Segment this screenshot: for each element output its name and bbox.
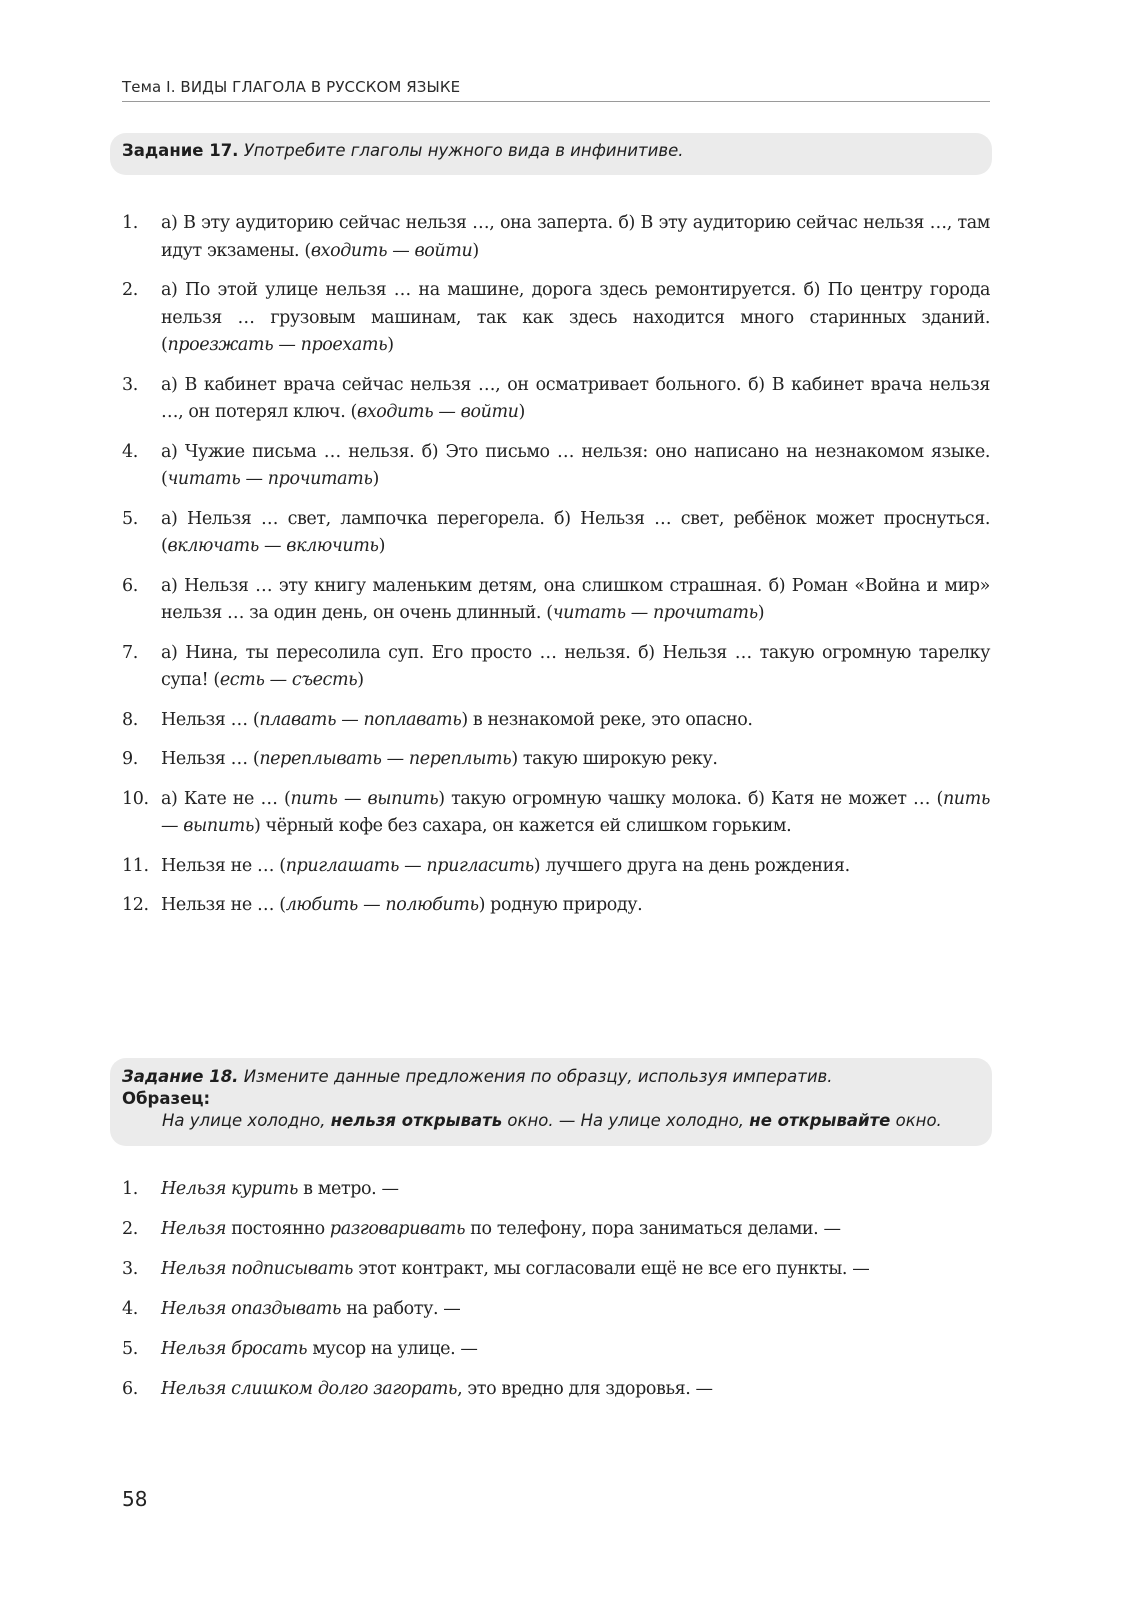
task-17-header <box>110 133 992 175</box>
exercise-number: 5. <box>122 1339 138 1359</box>
exercise-item <box>122 707 990 735</box>
text-segment: а) Нельзя … эту книгу маленьким детям, она слишком страшная. б) Роман «Война и мир» нельзя … за один день, он очень длинный. ( <box>161 575 990 623</box>
text-segment: а) Чужие письма … нельзя. б) Это письмо … нельзя: оно написано на незнакомом языке. ( <box>161 441 990 489</box>
exercise-number: 11. <box>122 855 149 876</box>
text-segment: ) <box>372 469 379 489</box>
verb-pair: Нельзя опаздывать <box>161 1299 342 1319</box>
text-segment: а) Нина, ты пересолила суп. Его просто … нельзя. б) Нельзя … такую огромную тарелку супа! ( <box>161 642 990 690</box>
text-segment: этот контракт, мы согласовали ещё не все его пункты. — <box>353 1259 870 1279</box>
exercise-number: 4. <box>122 1299 138 1319</box>
text-segment: Нельзя … ( <box>161 749 260 769</box>
text-segment: окно. <box>890 1111 942 1130</box>
exercise-item <box>122 439 990 494</box>
text-segment: а) Кате не … ( <box>161 788 291 809</box>
exercise-number: 12. <box>122 895 149 915</box>
exercise-number: 3. <box>122 1259 138 1279</box>
text-segment: Нельзя не … ( <box>161 855 286 876</box>
text-segment: на работу. — <box>341 1299 461 1319</box>
exercise-item <box>122 210 990 265</box>
text-segment: ) <box>472 240 479 261</box>
task-18-title-line <box>122 1066 980 1088</box>
exercise-item <box>122 372 990 427</box>
verb-pair: переплывать — переплыть <box>259 749 512 769</box>
text-segment: Нельзя … ( <box>161 709 260 730</box>
exercise-item <box>122 573 990 628</box>
text-segment: ) родную природу. <box>478 895 643 915</box>
exercise-number: 2. <box>122 1219 138 1239</box>
exercise-item <box>122 1296 990 1324</box>
text-segment: а) В эту аудиторию сейчас нельзя …, она заперта. б) В эту аудиторию сейчас нельзя …, там идут экзамены. ( <box>161 213 990 261</box>
verb-pair: есть — съесть <box>219 670 358 690</box>
verb-pair: читать — прочитать <box>552 603 758 623</box>
text-segment: На улице холодно, <box>162 1111 331 1130</box>
verb-pair: любить — полюбить <box>285 895 479 915</box>
exercise-item <box>122 1376 990 1404</box>
text-segment: ) чёрный кофе без сахара, он кажется ей слишком горьким. <box>253 816 792 836</box>
exercise-number: 7. <box>122 642 138 663</box>
exercise-number: 9. <box>122 749 138 769</box>
text-segment: ) <box>357 670 364 690</box>
text-segment: а) В кабинет врача сейчас нельзя …, он осматривает больного. б) В кабинет врача нельзя …, он потерял ключ. ( <box>161 374 990 422</box>
task-17-exercise-list <box>122 210 990 932</box>
text-segment: ) <box>518 402 525 422</box>
sample-label: Образец: <box>122 1089 211 1108</box>
exercise-number: 1. <box>122 1179 138 1199</box>
verb-pair: приглашать — пригласить <box>285 855 534 876</box>
text-segment: ) <box>757 603 765 623</box>
verb-pair: включать — включить <box>167 536 379 556</box>
text-segment: Нельзя не … ( <box>161 895 286 915</box>
verb-pair: плавать — поплавать <box>259 709 462 730</box>
exercise-number: 8. <box>122 709 138 730</box>
exercise-number: 3. <box>122 374 138 395</box>
exercise-item <box>122 786 990 841</box>
exercise-item <box>122 1176 990 1204</box>
verb-pair: пить — выпить <box>161 788 991 836</box>
text-segment: , это вредно для здоровья. — <box>457 1379 713 1399</box>
text-segment: ) <box>378 536 385 556</box>
text-segment: ) в незнакомой реке, это опасно. <box>461 709 753 730</box>
text-segment: окно. — На улице холодно, <box>502 1111 750 1130</box>
text-segment: по телефону, пора заниматься делами. — <box>465 1219 841 1239</box>
verb-pair: Нельзя <box>161 1219 227 1239</box>
exercise-number: 1. <box>122 213 138 233</box>
verb-pair: читать — прочитать <box>167 469 373 489</box>
page-number: 58 <box>122 1487 148 1511</box>
verb-pair: Нельзя подписывать <box>161 1259 354 1279</box>
emphasized-phrase: нельзя открывать <box>330 1111 503 1130</box>
exercise-item <box>122 746 990 774</box>
running-head: Тема I. ВИДЫ ГЛАГОЛА В РУССКОМ ЯЗЫКЕ <box>122 78 990 102</box>
exercise-item <box>122 1216 990 1244</box>
exercise-item <box>122 1256 990 1284</box>
text-segment: постоянно <box>226 1219 330 1239</box>
exercise-number: 6. <box>122 575 138 596</box>
verb-pair: пить — выпить <box>290 788 439 809</box>
task-18-label: Задание 18. <box>122 1067 239 1086</box>
task-17-instruction: Употребите глаголы нужного вида в инфинитиве. <box>243 141 684 160</box>
exercise-number: 4. <box>122 441 138 462</box>
verb-pair: Нельзя слишком долго загорать <box>161 1379 458 1399</box>
text-segment: ) такую огромную чашку молока. б) Катя не может … ( <box>438 788 943 809</box>
text-segment: ) <box>387 335 394 355</box>
verb-pair: проезжать — проехать <box>167 335 388 355</box>
verb-pair: Нельзя курить <box>161 1179 298 1199</box>
exercise-item <box>122 853 990 881</box>
exercise-item <box>122 892 990 920</box>
text-segment: а) По этой улице нельзя … на машине, дорога здесь ремонтируется. б) По центру города нельзя … грузовым машинам, так как здесь находится много старинных зданий. ( <box>161 280 990 355</box>
text-segment: в метро. — <box>297 1179 399 1199</box>
text-segment: ) лучшего друга на день рождения. <box>533 855 850 876</box>
exercise-number: 2. <box>122 280 138 300</box>
text-segment: мусор на улице. — <box>307 1339 478 1359</box>
task-17-label: Задание 17. <box>122 141 239 160</box>
exercise-item <box>122 277 990 360</box>
task-18-exercise-list <box>122 1176 990 1416</box>
sample-sentence <box>122 1110 980 1132</box>
exercise-number: 5. <box>122 508 138 529</box>
verb-pair: входить — войти <box>310 240 473 261</box>
exercise-number: 6. <box>122 1379 138 1399</box>
exercise-item <box>122 640 990 695</box>
verb-pair: входить — войти <box>356 402 519 422</box>
text-segment: ) такую широкую реку. <box>511 749 718 769</box>
exercise-number: 10. <box>122 788 149 809</box>
task-18-header <box>110 1058 992 1146</box>
task-18-instruction: Измените данные предложения по образцу, используя императив. <box>243 1067 833 1086</box>
emphasized-phrase: не открывайте <box>749 1111 891 1130</box>
verb-pair: разговаривать <box>329 1219 466 1239</box>
exercise-item <box>122 1336 990 1364</box>
exercise-item <box>122 506 990 561</box>
text-segment: а) Нельзя … свет, лампочка перегорела. б) Нельзя … свет, ребёнок может проснуться. ( <box>161 508 990 556</box>
verb-pair: Нельзя бросать <box>161 1339 308 1359</box>
